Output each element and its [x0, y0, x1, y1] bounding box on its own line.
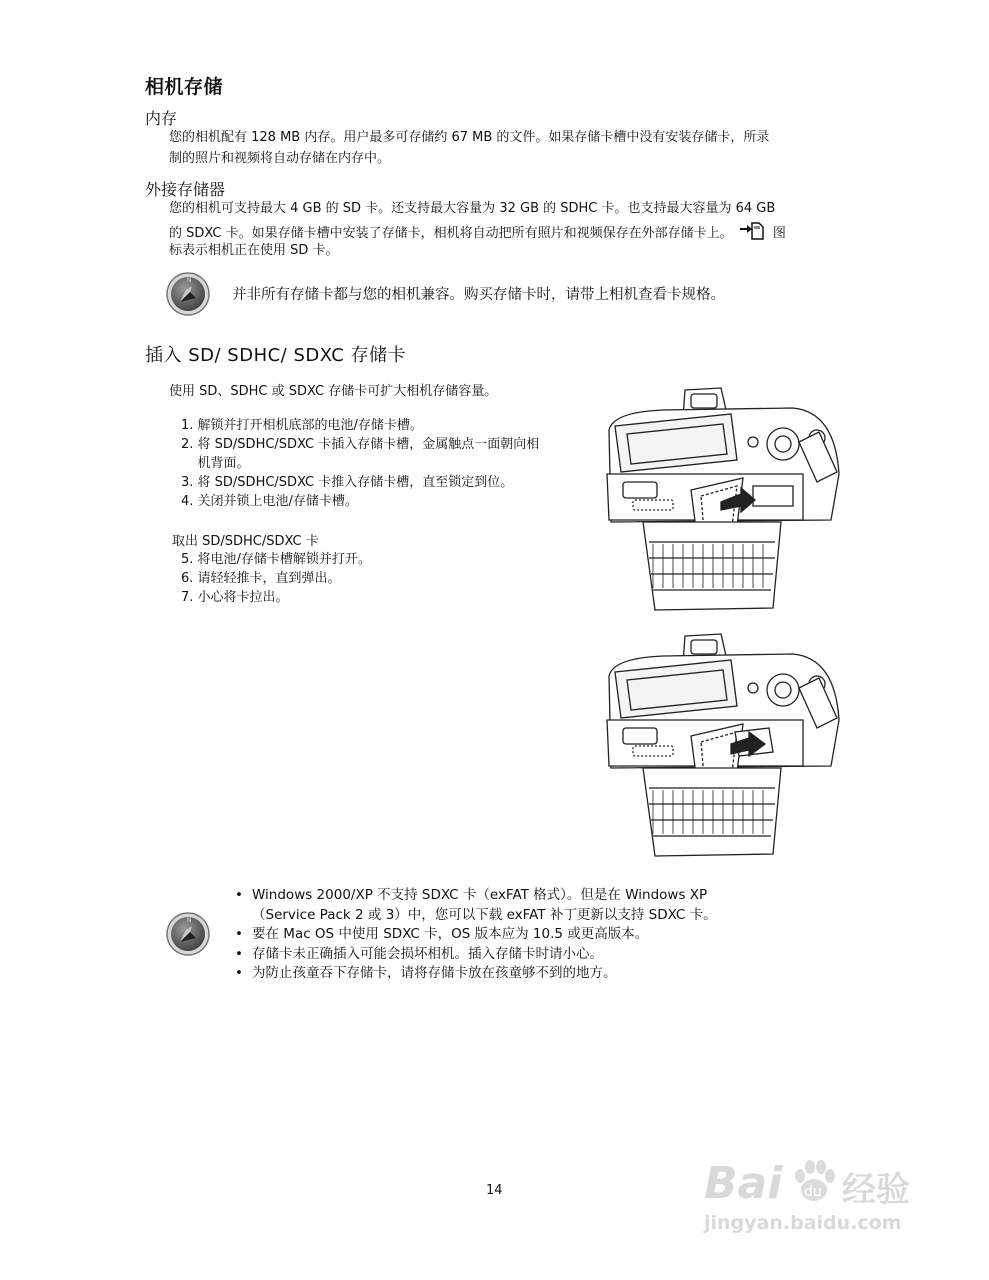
- note-text: 要在 Mac OS 中使用 SDXC 卡，OS 版本应为 10.5 或更高版本。: [252, 926, 649, 942]
- external-storage-line-2-text: 的 SDXC 卡。如果存储卡槽中安装了存储卡，相机将自动把所有照片和视频保存在外部存储卡上。: [169, 226, 733, 241]
- external-storage-line-3: 标表示相机正在使用 SD 卡。: [169, 243, 339, 258]
- insert-step: 机背面。: [181, 456, 250, 471]
- notes-bullet-list: [232, 886, 792, 984]
- insert-step: 1. 解锁并打开相机底部的电池/存储卡槽。: [181, 418, 423, 433]
- note-text: 为防止孩童吞下存储卡，请将存储卡放在孩童够不到的地方。: [252, 965, 617, 981]
- external-storage-line-2-tail: 图: [772, 226, 786, 241]
- watermark-logo-left: Bai: [704, 1158, 783, 1209]
- internal-memory-line-2: 制的照片和视频将自动存储在内存中。: [169, 151, 391, 166]
- insert-step: 3. 将 SD/SDHC/SDXC 卡推入存储卡槽，直至锁定到位。: [181, 475, 514, 490]
- watermark-url: jingyan.baidu.com: [704, 1212, 902, 1234]
- remove-step: 7. 小心将卡拉出。: [181, 590, 289, 605]
- section-title-insert-card: 插入 SD/ SDHC/ SDXC 存储卡: [145, 345, 407, 366]
- svg-text:du: du: [804, 1184, 822, 1200]
- list-item: • Windows 2000/XP 不支持 SDXC 卡（exFAT 格式）。但是在 Windows XP: [235, 887, 708, 903]
- camera-insert-illustration: [603, 382, 843, 626]
- note-text: （Service Pack 2 或 3）中，您可以下载 exFAT 补丁更新以支持 SDXC 卡。: [252, 906, 717, 923]
- paw-icon: [788, 1156, 840, 1212]
- remove-card-heading: 取出 SD/SDHC/SDXC 卡: [172, 534, 319, 549]
- camera-remove-illustration: [603, 628, 843, 872]
- external-storage-line-1: 您的相机可支持最大 4 GB 的 SD 卡。还支持最大容量为 32 GB 的 SDHC 卡。也支持最大容量为 64 GB: [169, 201, 776, 216]
- section-title-camera-storage: 相机存储: [145, 76, 224, 98]
- compatibility-note: 并非所有存储卡都与您的相机兼容。购买存储卡时，请带上相机查看卡规格。: [232, 287, 725, 303]
- remove-step: 5. 将电池/存储卡槽解锁并打开。: [181, 552, 371, 567]
- note-text: 存储卡未正确插入可能会损坏相机。插入存储卡时请小心。: [252, 945, 603, 962]
- watermark-logo-right: 经验: [842, 1170, 910, 1210]
- internal-memory-line-1: 您的相机配有 128 MB 内存。用户最多可存储约 67 MB 的文件。如果存储卡槽中没有安装存储卡，所录: [169, 130, 770, 145]
- sd-card-arrow-icon: [739, 221, 765, 248]
- insert-step: 4. 关闭并锁上电池/存储卡槽。: [181, 494, 358, 509]
- list-item: • 为防止孩童吞下存储卡，请将存储卡放在孩童够不到的地方。: [235, 965, 617, 981]
- external-storage-heading: 外接存储器: [145, 180, 226, 199]
- watermark: [700, 1150, 940, 1240]
- svg-text:N: N: [187, 917, 192, 924]
- note-text: Windows 2000/XP 不支持 SDXC 卡（exFAT 格式）。但是在 Windows XP: [252, 887, 708, 903]
- internal-memory-heading: 内存: [145, 109, 178, 128]
- remove-steps-list: [181, 550, 371, 607]
- list-item: • 存储卡未正确插入可能会损坏相机。插入存储卡时请小心。: [235, 945, 603, 962]
- list-item: • 要在 Mac OS 中使用 SDXC 卡，OS 版本应为 10.5 或更高版本。: [235, 926, 649, 942]
- svg-text:N: N: [187, 277, 192, 284]
- remove-step: 6. 请轻轻推卡，直到弹出。: [181, 571, 341, 586]
- insert-step: 2. 将 SD/SDHC/SDXC 卡插入存储卡槽，金属触点一面朝向相: [181, 437, 540, 452]
- compass-note-icon: [165, 911, 211, 961]
- list-item: [232, 906, 792, 926]
- compass-note-icon: [165, 271, 211, 321]
- insert-intro: 使用 SD、SDHC 或 SDXC 存储卡可扩大相机存储容量。: [169, 384, 498, 399]
- page-number: 14: [486, 1183, 503, 1198]
- insert-steps-list: [181, 416, 591, 511]
